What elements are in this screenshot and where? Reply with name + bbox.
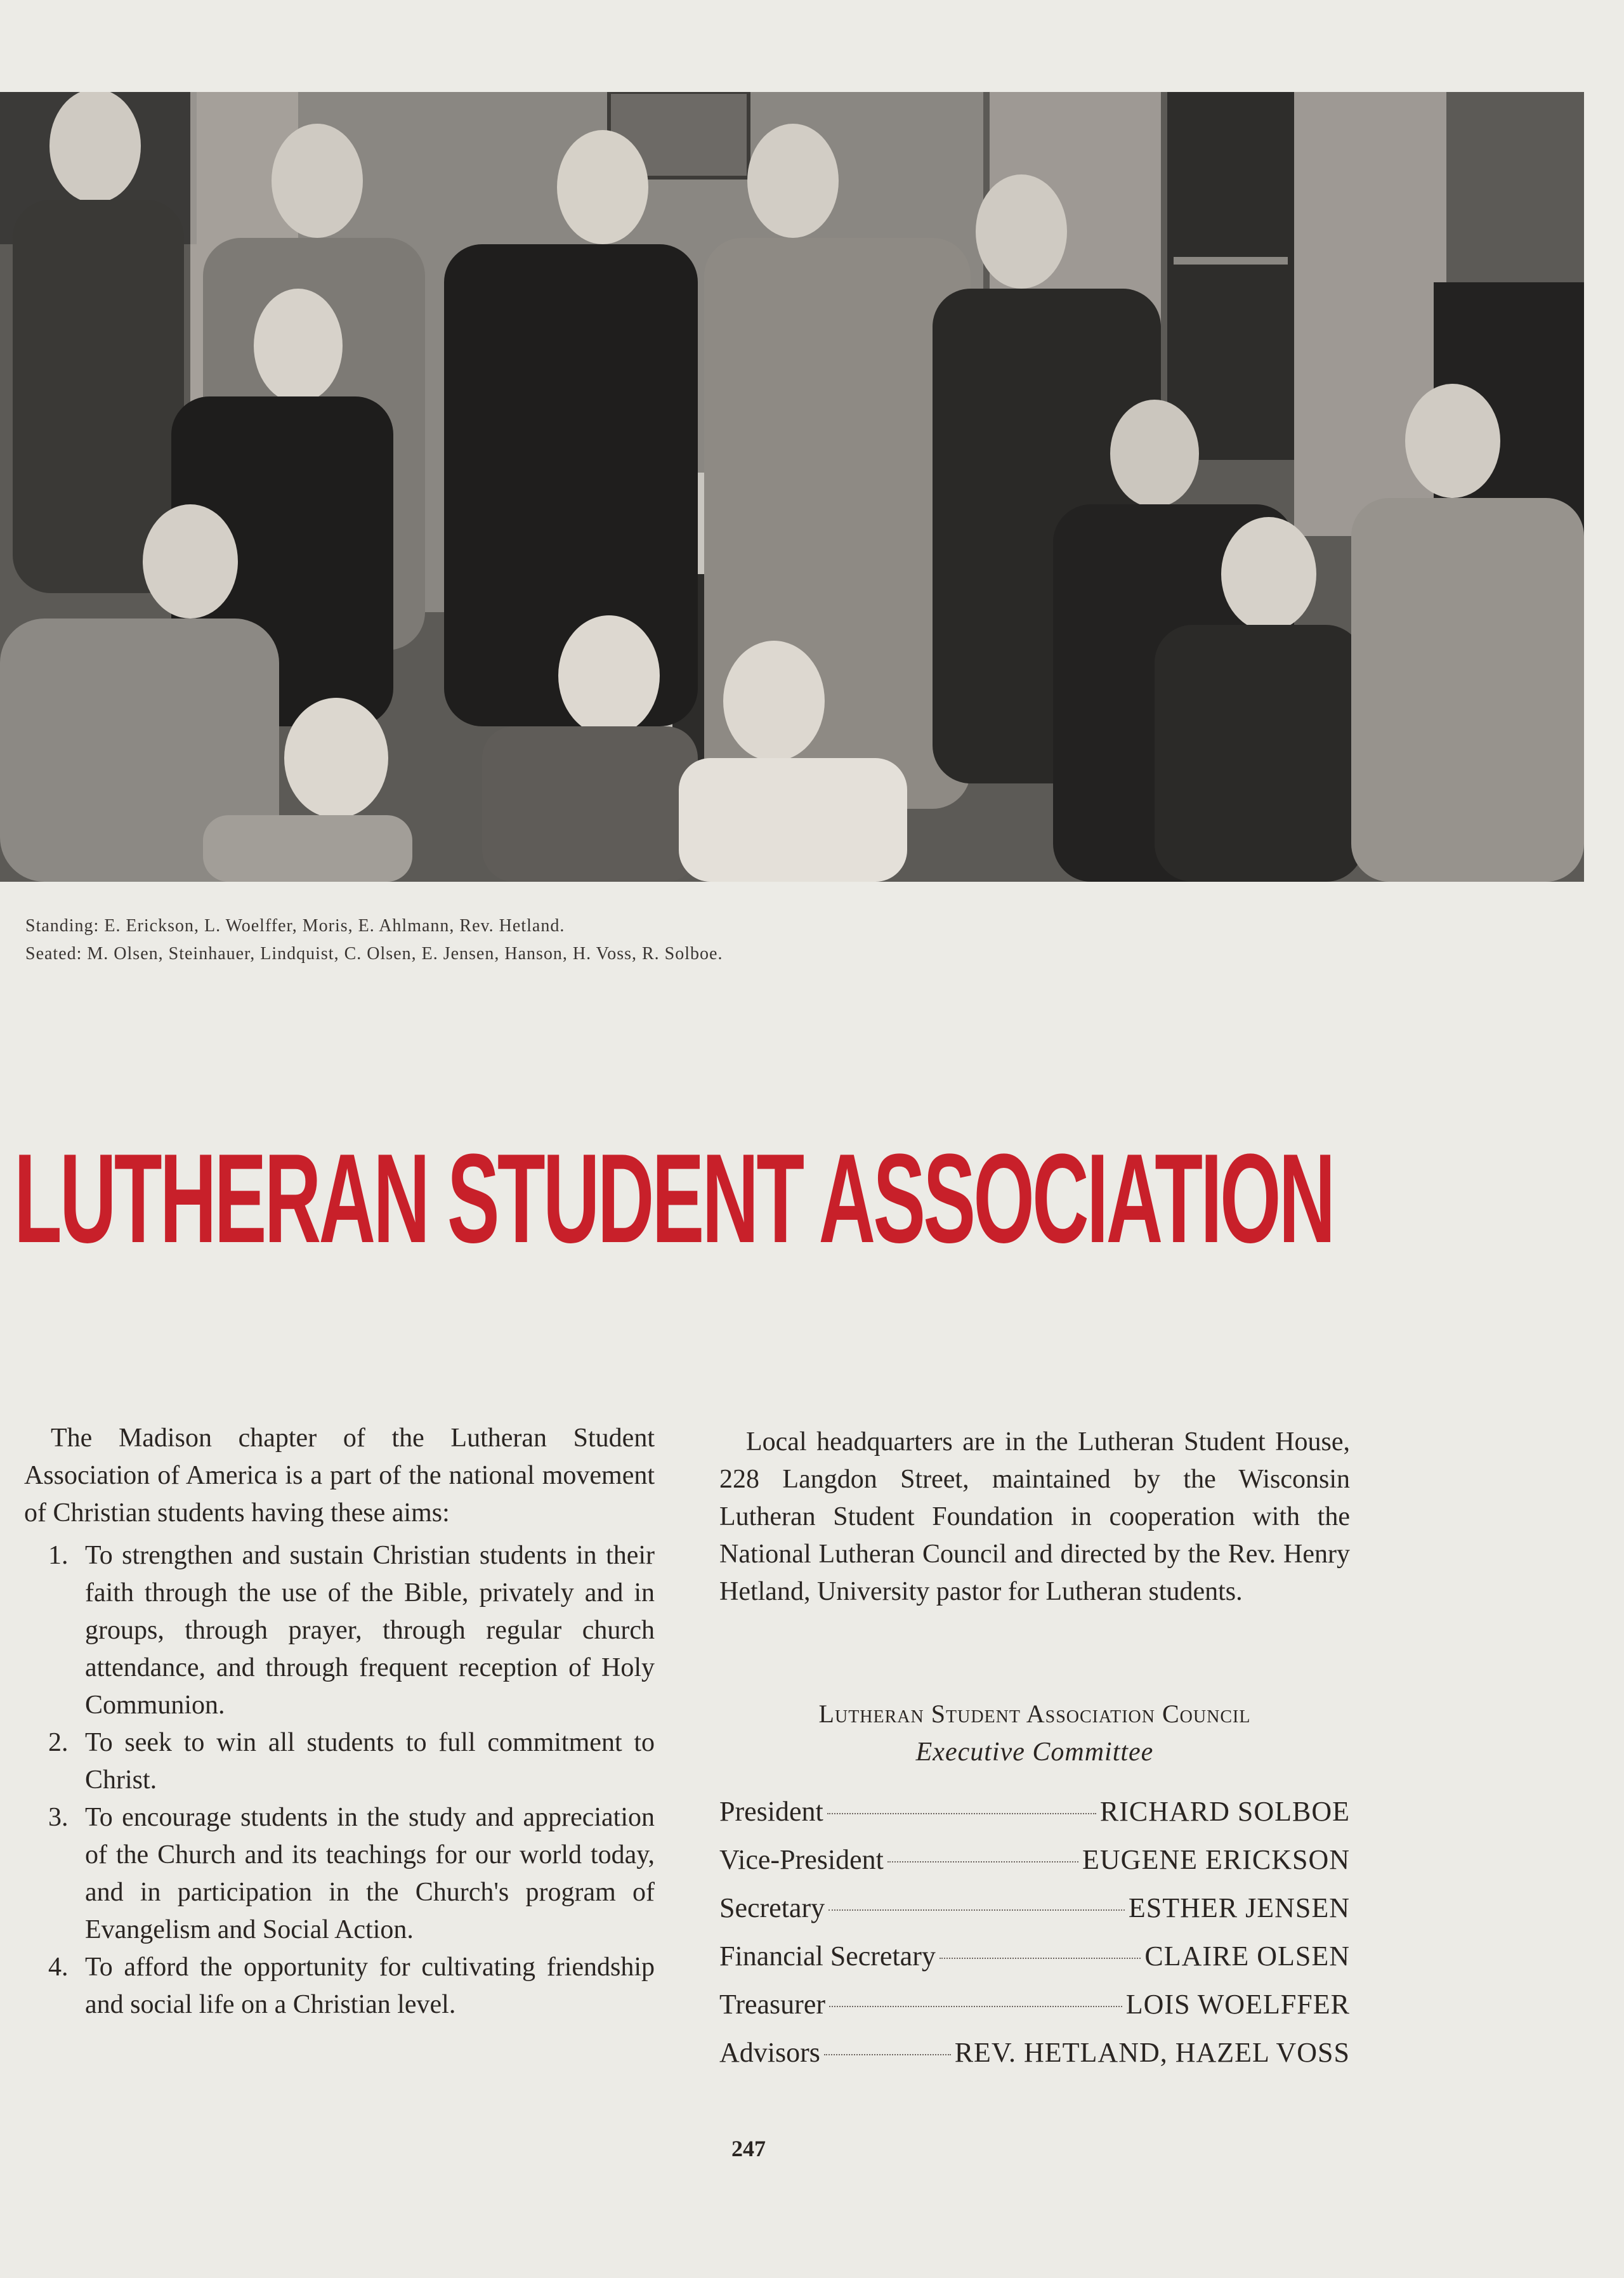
officer-role: Vice-President — [719, 1844, 884, 1875]
officer-row — [719, 1843, 1350, 1892]
list-item — [24, 1724, 655, 1799]
list-item-text: To afford the opportunity for cultivating friendship and social life on a Christian level. — [85, 1953, 655, 2019]
officer-role: Advisors — [719, 2037, 820, 2068]
caption-seated: Seated: M. Olsen, Steinhauer, Lindquist, C. Olsen, E. Jensen, Hanson, H. Voss, R. Solboe. — [25, 944, 723, 964]
officer-role: Treasurer — [719, 1989, 825, 2020]
officer-row — [719, 2036, 1350, 2085]
page-title: LUTHERAN STUDENT ASSOCIATION — [14, 1128, 1333, 1269]
left-column — [24, 1420, 655, 2024]
officer-name: ESTHER JENSEN — [1128, 1892, 1350, 1923]
council-title: Lutheran Student Association Council — [818, 1699, 1251, 1728]
council-subtitle: Executive Committee — [915, 1738, 1154, 1767]
right-column — [719, 1424, 1350, 1611]
list-item — [24, 1537, 655, 1724]
dot-leader — [827, 1813, 1096, 1814]
officer-name: EUGENE ERICKSON — [1082, 1844, 1350, 1875]
group-photo — [0, 92, 1584, 882]
officer-row — [719, 1988, 1350, 2036]
list-item — [24, 1799, 655, 1949]
officer-name: CLAIRE OLSEN — [1144, 1941, 1350, 1972]
dot-leader — [829, 2006, 1122, 2007]
officer-row — [719, 1940, 1350, 1988]
list-item-number: 4. — [48, 1953, 69, 1982]
officer-name: LOIS WOELFFER — [1125, 1989, 1350, 2020]
caption-standing: Standing: E. Erickson, L. Woelffer, Moris, E. Ahlmann, Rev. Hetland. — [25, 916, 565, 936]
officer-name: REV. HETLAND, HAZEL VOSS — [954, 2037, 1350, 2068]
list-item — [24, 1949, 655, 2024]
list-item-text: To strengthen and sustain Christian students in their faith through the use of the Bible, privately and in groups, through prayer, through regular church attendance, and through frequent reception of Holy Communion. — [85, 1541, 655, 1720]
list-item-text: To encourage students in the study and appreciation of the Church and its teachings for our world today, and in participation in the Church's program of Evangelism and Social Action. — [85, 1803, 655, 1944]
officer-row — [719, 1795, 1350, 1843]
dot-leader — [940, 1958, 1141, 1959]
officers-list — [719, 1795, 1350, 2085]
photo-caption — [25, 912, 723, 968]
group-photo-illustration — [0, 92, 1584, 882]
officer-role: Secretary — [719, 1892, 825, 1923]
list-item-number: 1. — [48, 1541, 69, 1570]
list-item-number: 3. — [48, 1803, 69, 1832]
officer-role: President — [719, 1796, 823, 1827]
officer-name: RICHARD SOLBOE — [1099, 1796, 1350, 1827]
headquarters-paragraph: Local headquarters are in the Lutheran Student House, 228 Langdon Street, maintained by the Wisconsin Lutheran Student Foundation in cooperation with the National Lutheran Council and directed by the Rev. Henry Hetland, University pastor for Lutheran students. — [719, 1427, 1350, 1606]
officer-row — [719, 1892, 1350, 1940]
dot-leader — [828, 1909, 1125, 1911]
dot-leader — [824, 2054, 951, 2055]
list-item-text: To seek to win all students to full commitment to Christ. — [85, 1728, 655, 1795]
dot-leader — [887, 1861, 1078, 1862]
page-number: 247 — [731, 2136, 766, 2161]
aims-list — [24, 1537, 655, 2024]
intro-paragraph: The Madison chapter of the Lutheran Student Association of America is a part of the national movement of Christian students having these aims: — [24, 1424, 655, 1528]
list-item-number: 2. — [48, 1728, 69, 1757]
officer-role: Financial Secretary — [719, 1941, 936, 1972]
